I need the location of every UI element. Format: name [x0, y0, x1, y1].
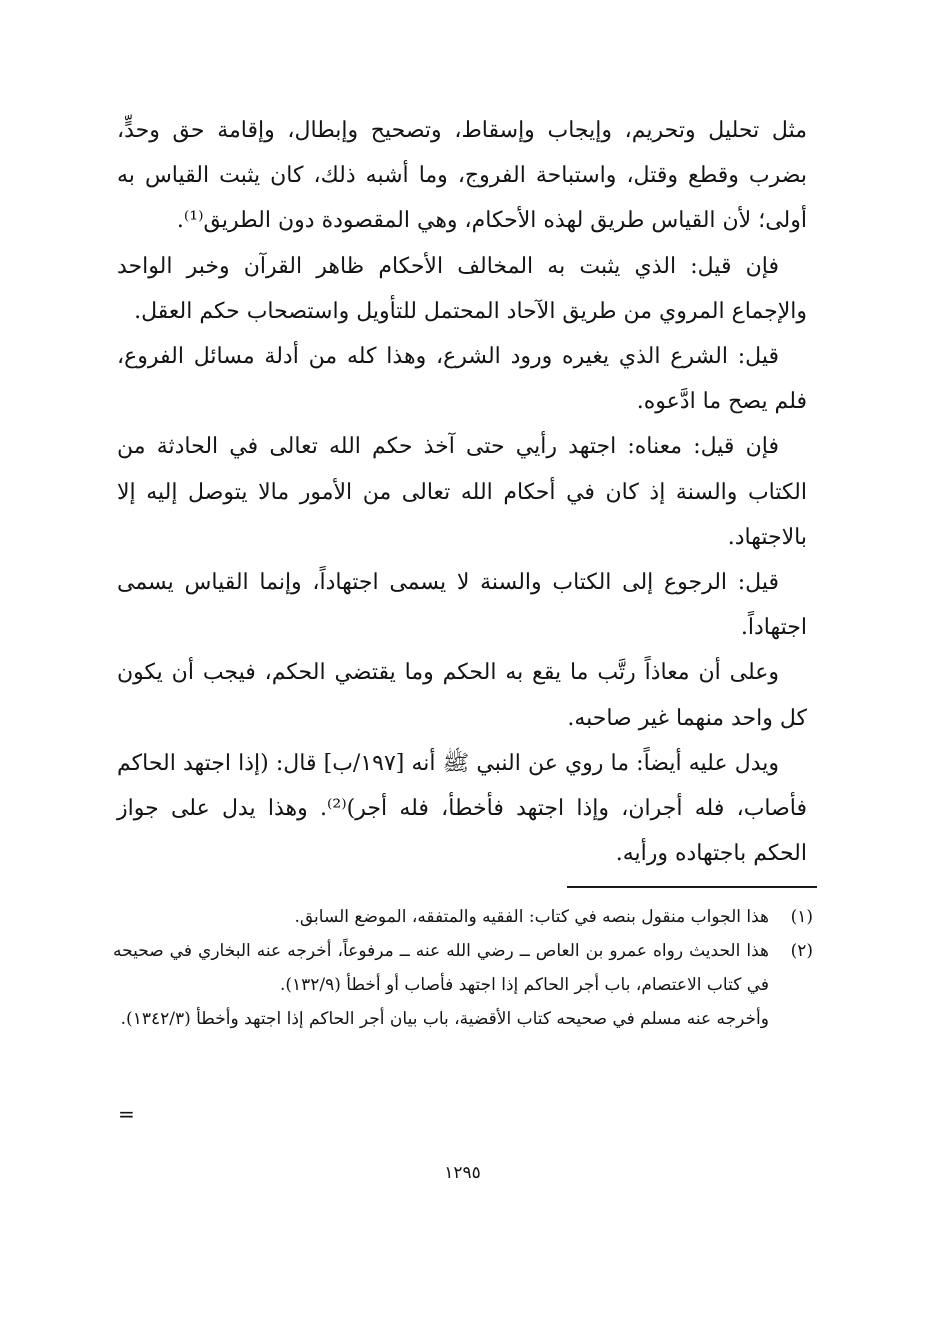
- footnote-continuation: وأخرجه عنه مسلم في صحيحه كتاب الأقضية، باب بيان أجر الحاكم إذا اجتهد وأخطأ (١٣٤٢/٣).: [120, 1009, 769, 1029]
- footnote: [113, 900, 813, 934]
- footnote-text: هذا الجواب منقول بنصه في كتاب: الفقيه والمتفقه، الموضع السابق.: [294, 907, 769, 927]
- page-number: ١٢٩٥: [444, 1163, 481, 1183]
- footnote-number: (٢): [790, 941, 813, 961]
- paragraph: فإن قيل: معناه: اجتهد رأيي حتى آخذ حكم الله تعالى في الحادثة من الكتاب والسنة إذ كان في أحكام الله تعالى من الأمور مالا يتوصل إليه إلا بالاجتهاد.: [117, 434, 807, 550]
- footnote-text: هذا الحديث رواه عمرو بن العاص ــ رضي الله عنه ــ مرفوعاً، أخرجه عنه البخاري في صحيحه في كتاب الاعتصام، باب أجر الحاكم إذا اجتهد فأصاب أو أخطأ (١٣٢/٩).: [113, 941, 769, 995]
- footnote-separator: [567, 886, 817, 888]
- paragraph: ويدل عليه أيضاً: ما روي عن النبي ﷺ أنه [١٩٧/ب] قال: (إذا اجتهد الحاكم فأصاب، فله أجران، وإذا اجتهد فأخطأ، فله أجر)⁽²⁾. وهذا يدل على جواز الحكم باجتهاده ورأيه.: [117, 750, 808, 867]
- footnotes: [113, 900, 813, 1036]
- paragraph: فإن قيل: الذي يثبت به المخالف الأحكام ظاهر القرآن وخبر الواحد والإجماع المروي من طريق الآحاد المحتمل للتأويل واستصحاب حكم العقل.: [117, 253, 807, 324]
- footnote-number: (١): [790, 907, 813, 927]
- paragraph: قيل: الشرع الذي يغيره ورود الشرع، وهذا كله من أدلة مسائل الفروع، فلم يصح ما ادَّعوه.: [117, 344, 807, 415]
- continuation-mark: =: [118, 1102, 135, 1126]
- footnote: [113, 934, 813, 1002]
- paragraph: وعلى أن معاذاً رتَّب ما يقع به الحكم وما يقتضي الحكم، فيجب أن يكون كل واحد منهما غير صاحبه.: [117, 660, 807, 731]
- paragraph: قيل: الرجوع إلى الكتاب والسنة لا يسمى اجتهاداً، وإنما القياس يسمى اجتهاداً.: [117, 570, 807, 641]
- main-text: [117, 108, 807, 876]
- paragraph: مثل تحليل وتحريم، وإيجاب وإسقاط، وتصحيح وإبطال، وإقامة حق وحدٍّ، بضرب وقطع وقتل، واستباحة الفروج، وما أشبه ذلك، كان يثبت القياس به أولى؛ لأن القياس طريق لهذه الأحكام، وهي المقصودة دون الطريق⁽¹⁾.: [117, 118, 807, 234]
